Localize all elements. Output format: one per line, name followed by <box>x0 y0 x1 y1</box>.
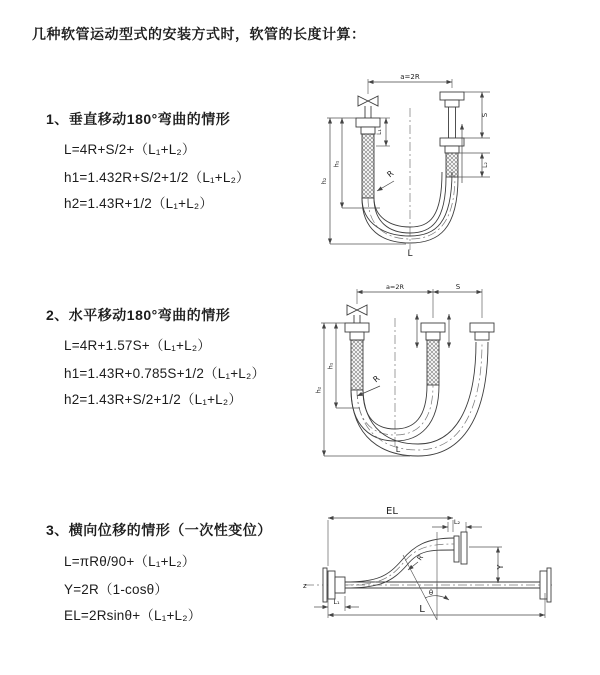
top-right-flange <box>454 532 467 564</box>
dim-a2r-s <box>357 283 482 318</box>
dim-y <box>469 547 505 583</box>
section3-formula-Y: Y=2R（1-cosθ） <box>64 582 169 597</box>
dim-l1 <box>314 596 359 611</box>
section1-formula-h1: h1=1.432R+S/2+1/2（L₁+L₂） <box>64 170 250 185</box>
dim-l <box>328 593 545 618</box>
section1-heading: 1、垂直移动180°弯曲的情形 <box>46 111 231 127</box>
dim-label-l1: L₁ <box>333 598 340 606</box>
axis-symbol: z <box>303 582 307 590</box>
dim-label-h2: h₂ <box>320 177 328 185</box>
hose-swung-position <box>351 342 488 456</box>
left-pipe <box>356 106 380 198</box>
dim-label-h1: h₁ <box>332 160 341 168</box>
dim-a2r <box>368 73 452 94</box>
braid-section <box>427 340 439 385</box>
right-pipe <box>440 92 464 183</box>
dim-label-a2r: a=2R <box>385 283 405 291</box>
dim-label-h2: h₂ <box>314 386 323 394</box>
dim-label-l: L <box>395 445 401 454</box>
angle-construction <box>403 532 449 620</box>
dim-label-theta: θ <box>428 589 434 597</box>
section2-formula-L: L=4R+1.57S+（L₁+L₂） <box>64 338 211 353</box>
right-flange <box>540 568 551 602</box>
page-title: 几种软管运动型式的安装方式时，软管的长度计算： <box>32 26 366 42</box>
dim-label-a2r: a=2R <box>400 73 420 81</box>
section2-formula-h1: h1=1.43R+0.785S+1/2（L₁+L₂） <box>64 366 266 381</box>
diagram-vertical-180-bend <box>310 68 590 260</box>
braid-section <box>362 134 374 198</box>
dim-label-l: L <box>419 604 425 615</box>
left-flange <box>323 568 345 602</box>
dim-label-el: EL <box>386 506 398 517</box>
middle-pipe <box>421 323 445 385</box>
diagram-horizontal-180-bend <box>310 278 590 463</box>
dim-label-r: R <box>415 553 426 563</box>
radius-callout <box>408 553 425 570</box>
dim-label-r: R <box>385 168 396 180</box>
braid-section <box>351 340 363 390</box>
dim-label-l2: L₂ <box>453 518 461 526</box>
valve-icon <box>347 305 367 315</box>
dim-s-l2 <box>458 92 490 177</box>
dim-label-l1: L₁ <box>376 129 383 135</box>
valve-icon <box>358 96 378 106</box>
section1-formula-L: L=4R+S/2+（L₁+L₂） <box>64 142 196 157</box>
dim-el <box>328 506 453 566</box>
dim-label-l: L <box>407 249 413 259</box>
left-pipe <box>345 315 369 390</box>
radius-callout <box>377 169 396 191</box>
dim-label-h1: h₁ <box>326 362 335 370</box>
dim-label-s: S <box>455 283 461 291</box>
section1-formula-h2: h2=1.43R+1/2（L₁+L₂） <box>64 196 214 211</box>
section2-heading: 2、水平移动180°弯曲的情形 <box>46 307 231 323</box>
right-pipe <box>470 323 494 340</box>
dim-label-y: Y <box>496 564 505 570</box>
section3-formula-L: L=πRθ/90+（L₁+L₂） <box>64 554 196 569</box>
dim-l2 <box>432 518 482 532</box>
section2-formula-h2: h2=1.43R+S/2+1/2（L₁+L₂） <box>64 392 243 407</box>
dim-label-l2: L₂ <box>482 162 489 168</box>
section3-formula-EL: EL=2Rsinθ+（L₁+L₂） <box>64 608 202 623</box>
dim-label-r: R <box>371 373 382 385</box>
dim-label-s: S <box>481 112 489 118</box>
section3-heading: 3、横向位移的情形（一次性变位） <box>46 522 272 538</box>
hose-s-curve <box>345 538 454 588</box>
diagram-lateral-displacement <box>300 498 600 648</box>
